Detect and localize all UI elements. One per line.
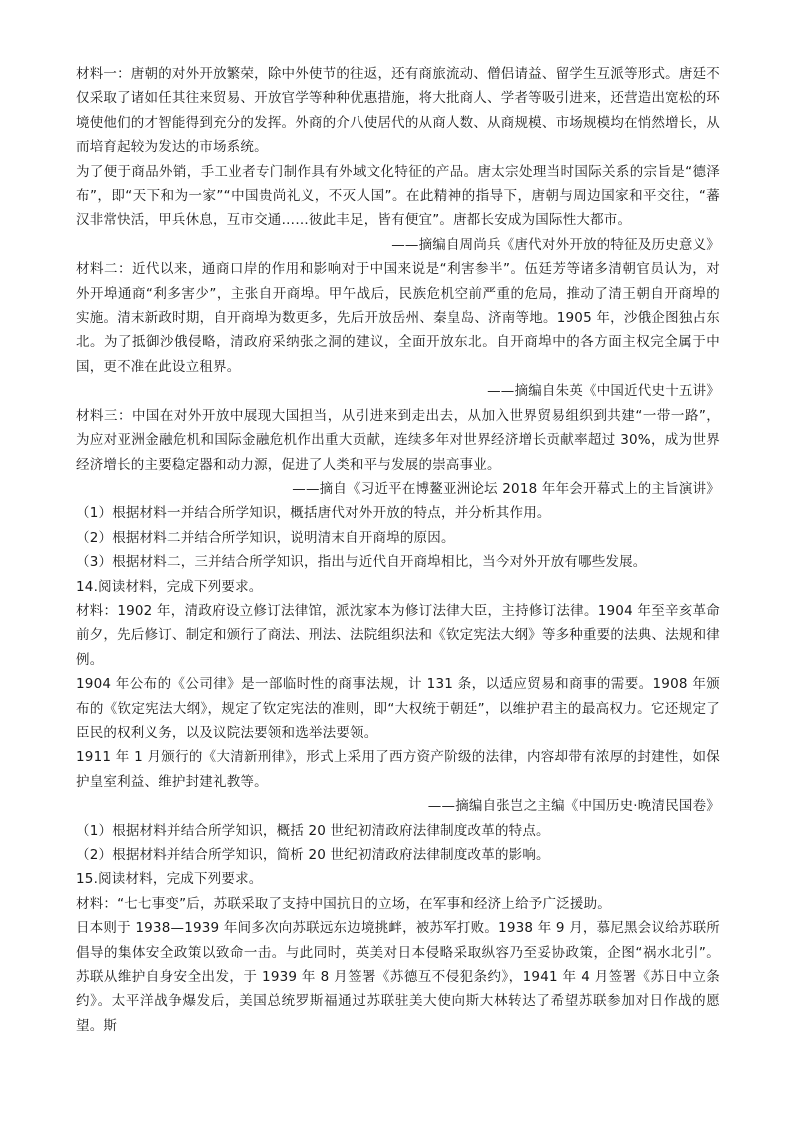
material-3-source: ——摘自《习近平在博鳌亚洲论坛 2018 年年会开幕式上的主旨演讲》 xyxy=(292,480,720,497)
material-2-source: ——摘编自朱英《中国近代史十五讲》 xyxy=(487,383,720,400)
question-13-2: （2）根据材料二并结合所学知识，说明清末自开商埠的原因。 xyxy=(76,529,455,546)
question-14-heading: 14.阅读材料，完成下列要求。 xyxy=(76,578,263,595)
question-13-1: （1）根据材料一并结合所学知识，概括唐代对外开放的特点，并分析其作用。 xyxy=(76,505,551,522)
document-body xyxy=(76,62,720,1038)
question-15-material-1: 材料：“七七事变”后，苏联采取了支持中国抗日的立场，在军事和经济上给予广泛援助。 xyxy=(76,895,611,912)
question-14-material-1: 材料：1902 年，清政府设立修订法律馆，派沈家本为修订法律大臣，主持修订法律。1904 年至辛亥革命前夕，先后修订、制定和颁行了商法、刑法、法院组织法和《钦定宪法大纲》等多种重要的法典、法规和律例。 xyxy=(76,602,720,668)
question-14-source: ——摘编自张岂之主编《中国历史·晚清民国卷》 xyxy=(427,798,720,815)
material-2-paragraph: 材料二：近代以来，通商口岸的作用和影响对于中国来说是“利害参半”。伍廷芳等诸多清朝官员认为，对外开埠通商“利多害少”，主张自开商埠。甲午战后，民族危机空前严重的危局，推动了清王朝自开商埠的实施。清末新政时期，自开商埠为数更多，先后开放岳州、秦皇岛、济南等地。1905 年，沙俄企图独占东北。为了抵御沙俄侵略，清政府采纳张之洞的建议，全面开放东北。自开商埠中的各方面主权完全属于中国，更不准在此设立租界。 xyxy=(76,261,720,375)
question-15-heading: 15.阅读材料，完成下列要求。 xyxy=(76,871,263,888)
material-1-paragraph-2: 为了便于商品外销，手工业者专门制作具有外域文化特征的产品。唐太宗处理当时国际关系的宗旨是“德泽布”，即“天下和为一家”“中国贵尚礼义，不灭人国”。在此精神的指导下，唐朝与周边国家和平交往，“蕃汉非常快活，甲兵休息，互市交通……彼此丰足，皆有便宜”。唐都长安成为国际性大都市。 xyxy=(76,163,720,229)
question-14-2: （2）根据材料并结合所学知识，简析 20 世纪初清政府法律制度改革的影响。 xyxy=(76,847,550,863)
question-14-1: （1）根据材料并结合所学知识，概括 20 世纪初清政府法律制度改革的特点。 xyxy=(76,822,550,839)
question-13-3: （3）根据材料二，三并结合所学知识，指出与近代自开商埠相比，当今对外开放有哪些发展。 xyxy=(76,554,647,571)
material-1-paragraph-1: 材料一：唐朝的对外开放繁荣，除中外使节的往返，还有商旅流动、僧侣请益、留学生互派等形式。唐廷不仅采取了诸如任其往来贸易、开放官学等种种优惠措施，将大批商人、学者等吸引进来，还营造出宽松的环境使他们的才智能得到充分的发挥。外商的介八使居代的从商人数、从商规模、市场规模均在悄然增长，从而培育起较为发达的市场系统。 xyxy=(76,66,720,156)
question-15-material-2: 日本则于 1938—1939 年间多次向苏联远东边境挑衅，被苏军打败。1938 年 9 月，慕尼黑会议给苏联所倡导的集体安全政策以致命一击。与此同时，英美对日本侵略采取纵容乃至妥协政策，企图“祸水北引”。苏联从维护自身安全出发，于 1939 年 8 月签署《苏德互不侵犯条约》，1941 年 4 月签署《苏日中立条约》。太平洋战争爆发后，美国总统罗斯福通过苏联驻美大使向斯大林转达了希望苏联参加对日作战的愿望。斯 xyxy=(76,920,720,1034)
question-14-material-3: 1911 年 1 月颁行的《大清新刑律》，形式上采用了西方资产阶级的法律，内容却带有浓厚的封建性，如保护皇室利益、维护封建礼教等。 xyxy=(76,749,720,790)
material-1-source: ——摘编自周尚兵《唐代对外开放的特征及历史意义》 xyxy=(391,236,720,253)
question-14-material-2: 1904 年公布的《公司律》是一部临时性的商事法规，计 131 条，以适应贸易和商事的需要。1908 年颁布的《钦定宪法大纲》，规定了钦定宪法的准则，即“大权统于朝廷”，以维护君主的最高权力。它还规定了臣民的权利义务，以及议院法要领和选举法要领。 xyxy=(76,676,720,741)
material-3-paragraph: 材料三：中国在对外开放中展现大国担当，从引进来到走出去，从加入世界贸易组织到共建“一带一路”，为应对亚洲金融危机和国际金融危机作出重大贡献，连续多年对世界经济增长贡献率超过 30%，成为世界经济增长的主要稳定器和动力源，促进了人类和平与发展的崇高事业。 xyxy=(76,407,720,473)
